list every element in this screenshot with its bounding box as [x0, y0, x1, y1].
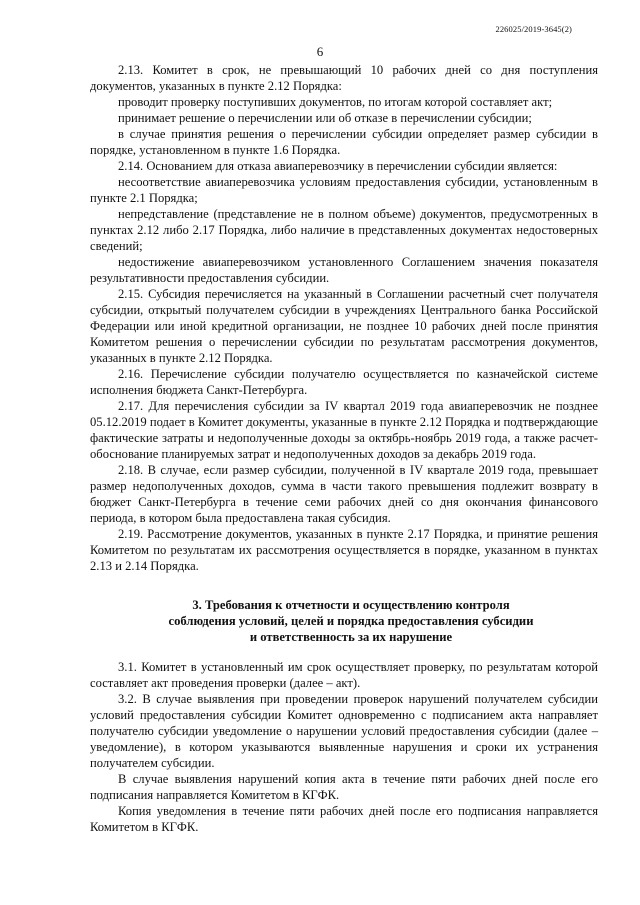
- section-heading-line: соблюдения условий, целей и порядка предоставления субсидии: [168, 614, 534, 628]
- paragraph-2-13-item-3: в случае принятия решения о перечислении субсидии определяет размер субсидии в порядке, установленном в пункте 1.6 Порядка.: [90, 127, 598, 157]
- document-number: 226025/2019-3645(2): [495, 24, 572, 34]
- paragraph-3-1: 3.1. Комитет в установленный им срок осуществляет проверку, по результатам которой составляет акт проведения проверки (далее – акт).: [90, 660, 598, 690]
- paragraph-3-2: 3.2. В случае выявления при проведении проверок нарушений получателем субсидии условий предоставления субсидии Комитет одновременно с подписанием акта направляет получателю субсидии уведомление о нарушении условий предоставления субсидии (далее – уведомление), в котором указываются выявленные нарушения и сроки их устранения получателем субсидии.: [90, 692, 598, 770]
- paragraph-2-13-item-2: принимает решение о перечислении или об отказе в перечислении субсидии;: [118, 111, 532, 125]
- paragraph-2-13-item-1: проводит проверку поступивших документов, по итогам которой составляет акт;: [118, 95, 553, 109]
- paragraph-2-15: 2.15. Субсидия перечисляется на указанный в Соглашении расчетный счет получателя субсидии, открытый получателем субсидии в учреждениях Центрального банка Российской Федерации или иной кредитной организации, не позднее 10 рабочих дней после принятия Комитетом решения о перечислении субсидии по результатам рассмотрения документов, указанных в пункте 2.12 Порядка.: [90, 287, 598, 365]
- section-heading-line: и ответственность за их нарушение: [249, 630, 453, 644]
- paragraph-2-17: 2.17. Для перечисления субсидии за IV квартал 2019 года авиаперевозчик не позднее 05.12.2019 подает в Комитет документы, указанные в пункте 2.12 Порядка и подтверждающие фактические затраты и недополученные доходы за октябрь-ноябрь 2019 года, а также расчет-обоснование планируемых затрат и недополученных доходов за декабрь 2019 года.: [90, 399, 598, 461]
- page-number: 6: [316, 44, 324, 59]
- paragraph-2-19: 2.19. Рассмотрение документов, указанных в пункте 2.17 Порядка, и принятие решения Комитетом по результатам их рассмотрения осуществляется в порядке, указанном в пунктах 2.13 и 2.14 Порядка.: [90, 527, 598, 573]
- paragraph-2-14: 2.14. Основанием для отказа авиаперевозчику в перечислении субсидии является:: [118, 159, 558, 173]
- paragraph-2-14-item-2: непредставление (представление не в полном объеме) документов, предусмотренных в пунктах 2.12 либо 2.17 Порядка, либо наличие в представленных документах недостоверных сведений;: [90, 207, 598, 253]
- paragraph-2-14-item-1: несоответствие авиаперевозчика условиям предоставления субсидии, установленным в пункте 2.1 Порядка;: [90, 175, 598, 205]
- paragraph-3-2-copy-act: В случае выявления нарушений копия акта в течение пяти рабочих дней после его подписания направляется Комитетом в КГФК.: [90, 772, 598, 802]
- paragraph-2-13: 2.13. Комитет в срок, не превышающий 10 рабочих дней со дня поступления документов, указанных в пункте 2.12 Порядка:: [90, 63, 598, 93]
- paragraph-2-14-item-3: недостижение авиаперевозчиком установленного Соглашением значения показателя результативности предоставления субсидии.: [90, 255, 598, 285]
- section-3-heading: [90, 597, 598, 645]
- section-heading-line: 3. Требования к отчетности и осуществлению контроля: [192, 598, 510, 612]
- paragraph-2-18: 2.18. В случае, если размер субсидии, полученной в IV квартале 2019 года, превышает размер недополученных доходов, сумма в части такого превышения подлежит возврату в бюджет Санкт-Петербурга в течение семи рабочих дней со дня окончания финансового периода, в котором была предоставлена такая субсидия.: [90, 463, 598, 525]
- paragraph-3-2-copy-notice: Копия уведомления в течение пяти рабочих дней после его подписания направляется Комитетом в КГФК.: [90, 804, 598, 834]
- document-body: [90, 62, 598, 835]
- paragraph-2-16: 2.16. Перечисление субсидии получателю осуществляется по казначейской системе исполнения бюджета Санкт-Петербурга.: [90, 367, 598, 397]
